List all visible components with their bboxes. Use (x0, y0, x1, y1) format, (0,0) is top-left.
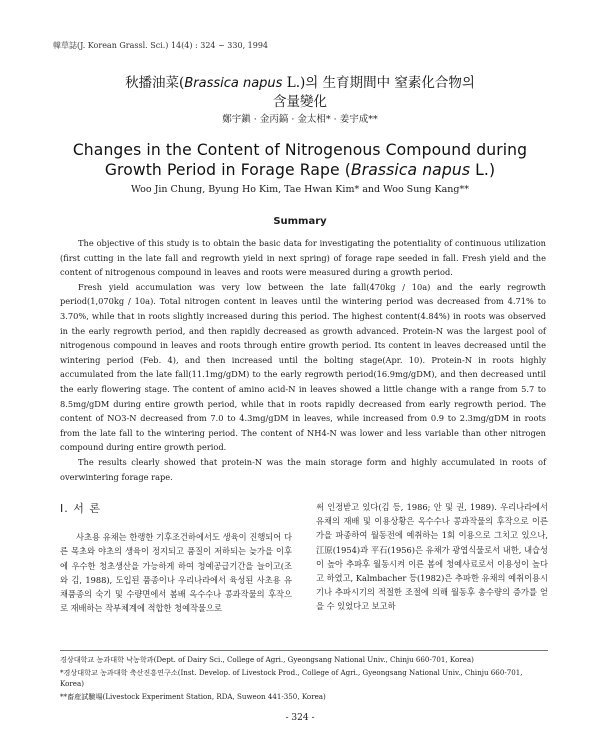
footnote-2: *경상대학교 농과대학 축산진흥연구소(Inst. Develop. of Livestock Prod., College of Agri., Gyeongsang National Univ., Chinju 660-701, Korea) (60, 667, 523, 689)
journal-citation: 韓草誌(J. Korean Grassl. Sci.) 14(4) : 324 ~ 330, 1994 (53, 41, 269, 50)
english-title-line-1: Changes in the Content of Nitrogenous Compound during (72, 141, 528, 159)
footnote-1: 경상대학교 농과대학 낙농학과(Dept. of Dairy Sci., College of Agri., Gyeongsang National Univ., Chinju 660-701, Korea) (60, 655, 474, 664)
footnote-3: **畜産試驗場(Livestock Experiment Station, RDA, Suweon 441-350, Korea) (60, 691, 326, 701)
korean-authors: 鄭宇鎭 · 金丙鎬 · 金太相* · 姜宇成** (222, 114, 378, 125)
english-authors: Woo Jin Chung, Byung Ho Kim, Tae Hwan Kim* and Woo Sung Kang** (130, 184, 469, 195)
abstract-paragraph-3: The results clearly showed that protein-N was the main storage form and highly accumulated in roots of overwintering forage rape. (60, 456, 546, 482)
body-paragraph-right: 써 인정받고 있다(김 등, 1986; 안 및 권, 1989). 우리나라에서 유채의 재배 및 이용상황은 옥수수나 콩과작물의 후작으로 이른 가을 파종하여 월동전에 예취하는 1회 이용으로 그치고 있으나, 江原(1954)과 平石(1956)은 유채가 광엽식물로서 내한, 내습성이 높아 추파후 월동시켜 이른 봄에 청예사료로서 이용성이 높다고 하였고, Kalmbacher 등(1982)은 추파한 유채의 예취이용시기나 추파시기의 적절한 조절에 의해 월동후 총수량의 증가를 얻을 수 있었다고 보고하 (316, 502, 548, 612)
footnotes (60, 654, 548, 703)
section-heading-introduction: Ⅰ. 서 론 (60, 502, 101, 515)
korean-title-scientific-name: Brassica napus (184, 76, 283, 91)
body-column-right (316, 500, 548, 614)
korean-title-line-1 (0, 74, 600, 93)
korean-title-line-2: 含量變化 (273, 94, 327, 110)
footnote-divider (60, 650, 548, 651)
english-title-prefix: Growth Period in Forage Rape ( (104, 161, 351, 179)
korean-title-suffix: L.)의 生育期間中 窒素化合物의 (282, 75, 475, 91)
summary-heading: Summary (273, 216, 327, 227)
korean-title-prefix: 秋播油菜( (125, 75, 185, 91)
abstract-paragraph-1: The objective of this study is to obtain the basic data for investigating the potentiality of continuous utilization (first cutting in the late fall and regrowth yield in next spring) of forage rape seeded in fall. Fresh yield and the content of nitrogenous compound in leaves and roots were measured during a growth period. (60, 238, 546, 278)
abstract (60, 236, 546, 484)
body-column-left (60, 500, 292, 615)
body-paragraph-left: 사초용 유채는 한랭한 기후조건하에서도 생육이 진행되어 다른 목초와 야초의 생육이 정지되고 품질이 저하되는 늦가을 이후에 우수한 청초생산을 가능하게 하여 청예공급기간을 늘이고(조와 김, 1988), 도입된 품종이나 우리나라에서 육성된 사초용 유채품종의 숙기 및 수량면에서 봄배 옥수수나 콩과작물의 후작으로 재배하는 작부체계에 적합한 청예작물으로 (60, 532, 292, 614)
page-number: - 324 - (285, 713, 315, 723)
english-title-line-2 (0, 160, 600, 180)
abstract-paragraph-2: Fresh yield accumulation was very low between the late fall(470kg / 10a) and the early regrowth period(1,070kg / 10a). Total nitrogen content in leaves until the wintering period was decreased from 4.71% to 3.70%, while that in roots slightly increased during this period. The highest content(4.84%) in roots was observed in the early regrowth period, and then rapidly decreased as growth advanced. Protein-N was the largest pool of nitrogenous compound in leaves and roots through entire growth period. Its content in leaves decreased until the wintering period (Feb. 4), and then increased until the bolting stage(Apr. 10). Protein-N in roots highly accumulated from the late fall(11.1mg/gDM) to the early regrowth period(16.9mg/gDM), and then decreased until the early flowering stage. The content of amino acid-N in leaves showed a little change with a range from 5.7 to 8.5mg/gDM during entire growth period, while that in roots rapidly decreased from early regrowth period. The content of NO3-N decreased from 7.0 to 4.3mg/gDM in leaves, while increased from 0.9 to 2.3mg/gDM in roots from the late fall to the wintering period. The content of NH4-N was lower and less variable than other nitrogen compound during entire growth period. (60, 281, 546, 453)
english-title-suffix: L.) (470, 161, 496, 179)
english-title-scientific-name: Brassica napus (350, 161, 471, 179)
